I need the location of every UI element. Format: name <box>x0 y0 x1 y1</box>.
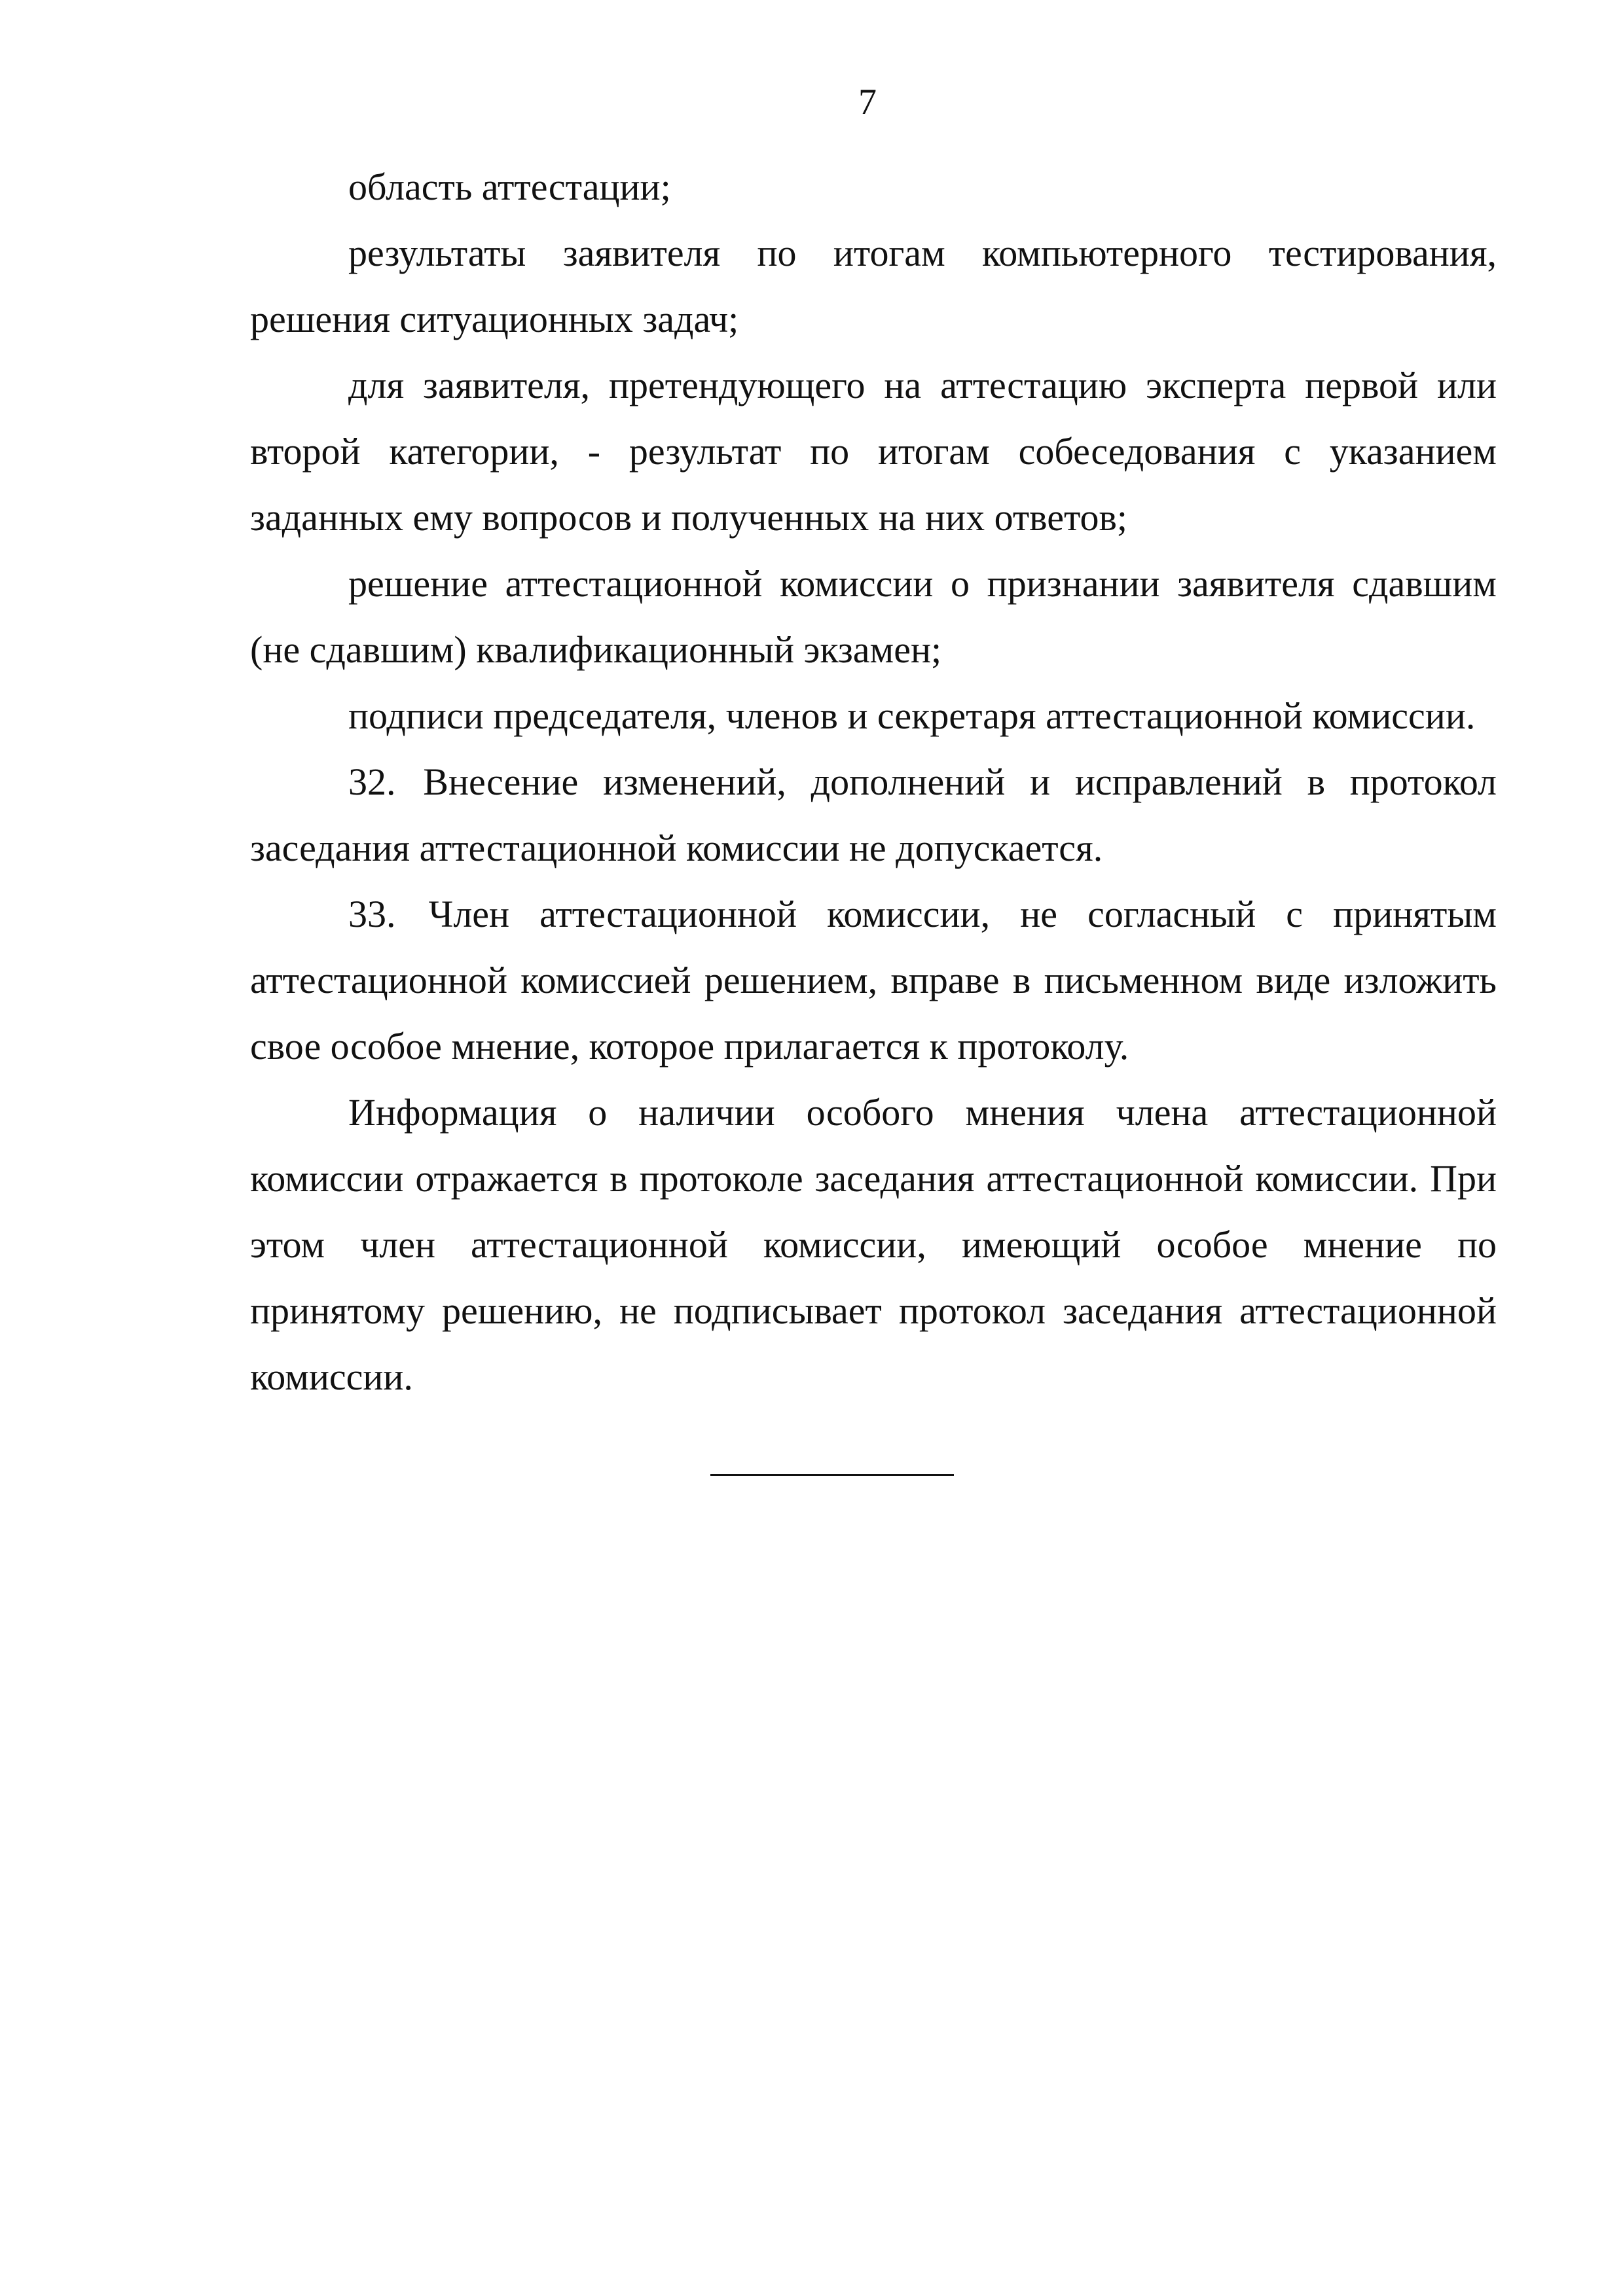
clause-32-text: Внесение изменений, дополнений и исправлений в протокол заседания аттестационной комиссии не допускается. <box>250 761 1497 869</box>
clause-32-number: 32. <box>348 761 396 803</box>
paragraph-attestation-area: область аттестации; <box>348 166 671 208</box>
paragraph-test-results: результаты заявителя по итогам компьютерного тестирования, решения ситуационных задач; <box>250 232 1497 340</box>
page-number: 7 <box>858 82 877 122</box>
end-of-document-rule <box>710 1474 954 1476</box>
paragraph-commission-decision: решение аттестационной комиссии о признании заявителя сдавшим (не сдавшим) квалификационный экзамен; <box>250 562 1497 671</box>
paragraph-signatures: подписи председателя, членов и секретаря аттестационной комиссии. <box>348 694 1476 737</box>
paragraph-dissent-information: Информация о наличии особого мнения члена аттестационной комиссии отражается в протоколе заседания аттестационной комиссии. При этом член аттестационной комиссии, имеющий особое мнение по принятому решению, не подписывает протокол заседания аттестационной комиссии. <box>250 1091 1497 1398</box>
paragraph-interview-results: для заявителя, претендующего на аттестацию эксперта первой или второй категории, - результат по итогам собеседования с указанием заданных ему вопросов и полученных на них ответов; <box>250 364 1497 539</box>
clause-33-number: 33. <box>348 893 396 935</box>
document-body <box>250 154 1497 1410</box>
clause-33-text: Член аттестационной комиссии, не согласный с принятым аттестационной комиссией решением, вправе в письменном виде изложить свое особое мнение, которое прилагается к протоколу. <box>250 893 1497 1067</box>
clause-33 <box>250 881 1497 1079</box>
clause-32 <box>250 749 1497 881</box>
